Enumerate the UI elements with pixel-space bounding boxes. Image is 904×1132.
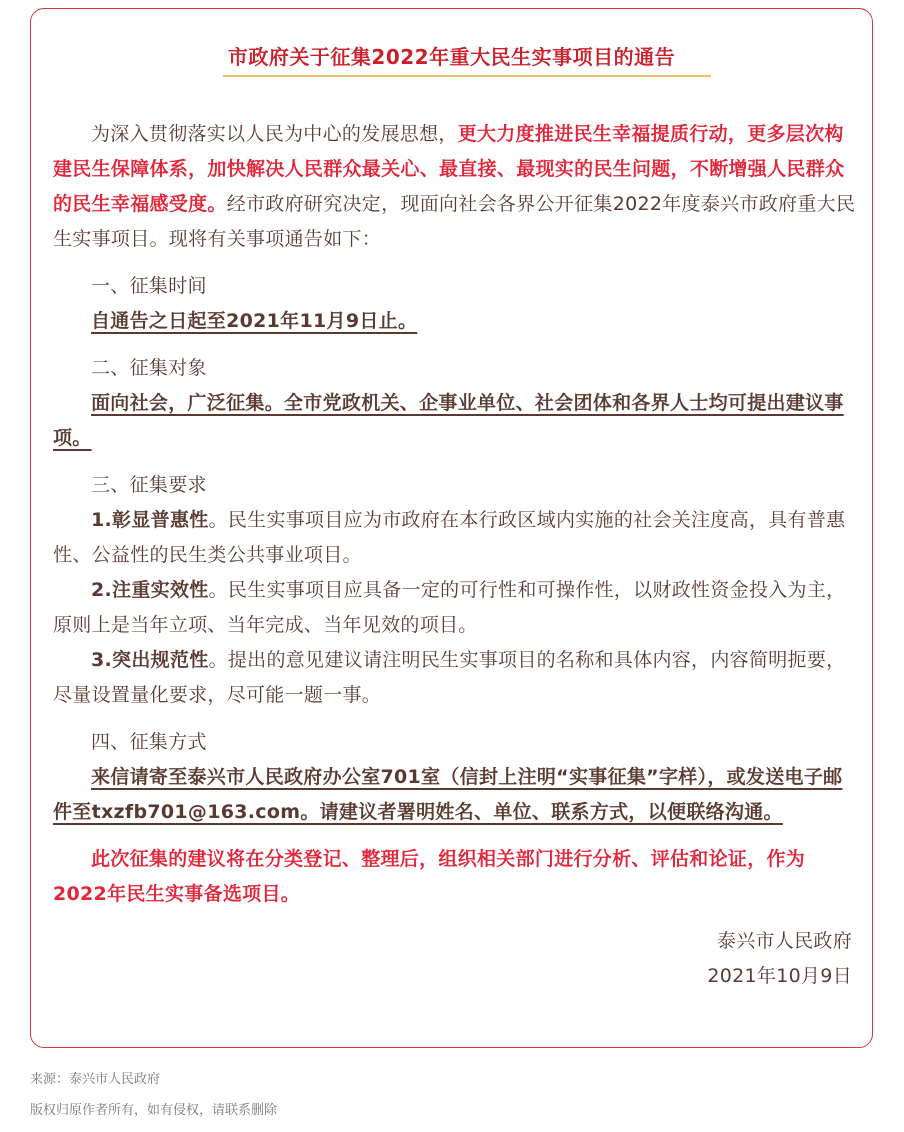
requirement-2-title: 2.注重实效性 (91, 579, 209, 601)
section-time-heading: 一、征集时间 (91, 275, 207, 297)
section-target-heading: 二、征集对象 (91, 357, 207, 379)
requirement-2 (53, 573, 856, 643)
intro-text-1: 为深入贯彻落实以人民为中心的发展思想， (91, 123, 458, 145)
requirement-1-title: 1.彰显普惠性 (91, 509, 209, 531)
requirement-3-title: 3.突出规范性 (91, 649, 209, 671)
signature-org: 泰兴市人民政府 (716, 930, 852, 952)
requirement-3-text: 。提出的意见建议请注明民生实事项目的名称和具体内容，内容简明扼要，尽量设置量化要求，尽可能一题一事。 (53, 649, 846, 706)
section-method-text: 来信请寄至泰兴市人民政府办公室701室（信封上注明“实事征集”字样），或发送电子邮件至txzfb701@163.com。请建议者署明姓名、单位、联系方式，以便联络沟通。 (53, 766, 843, 823)
closing-statement: 此次征集的建议将在分类登记、整理后，组织相关部门进行分析、评估和论证，作为2022年民生实事备选项目。 (53, 848, 806, 905)
intro-paragraph (53, 117, 856, 257)
requirement-1-text: 。民生实事项目应为市政府在本行政区域内实施的社会关注度高，具有普惠性、公益性的民生类公共事业项目。 (53, 509, 846, 566)
source-note: 来源：泰兴市人民政府 (30, 1072, 161, 1087)
section-target-text: 面向社会，广泛征集。全市党政机关、企事业单位、社会团体和各界人士均可提出建议事项。 (53, 392, 844, 449)
section-time-text: 自通告之日起至2021年11月9日止。 (91, 310, 418, 332)
intro-emphasis: 更大力度推进民生幸福提质行动，更多层次构建民生保障体系，加快解决人民群众最关心、最直接、最现实的民生问题，不断增强人民群众的民生幸福感受度。 (53, 123, 845, 215)
copyright-note: 版权归原作者所有，如有侵权，请联系删除 (30, 1103, 278, 1118)
notice-body (53, 117, 856, 994)
page-title: 市政府关于征集2022年重大民生实事项目的通告 (227, 45, 676, 69)
section-method-heading: 四、征集方式 (91, 731, 207, 753)
requirement-2-text: 。民生实事项目应具备一定的可行性和可操作性，以财政性资金投入为主，原则上是当年立项、当年完成、当年见效的项目。 (53, 579, 846, 636)
signature-date: 2021年10月9日 (707, 965, 852, 987)
requirement-1 (53, 503, 856, 573)
requirement-3 (53, 643, 856, 713)
title-underline (223, 75, 711, 77)
notice-card (30, 8, 873, 1048)
intro-text-2: 经市政府研究决定，现面向社会各界公开征集2022年度泰兴市政府重大民生实事项目。现将有关事项通告如下： (53, 193, 856, 250)
section-requirements-heading: 三、征集要求 (91, 474, 207, 496)
